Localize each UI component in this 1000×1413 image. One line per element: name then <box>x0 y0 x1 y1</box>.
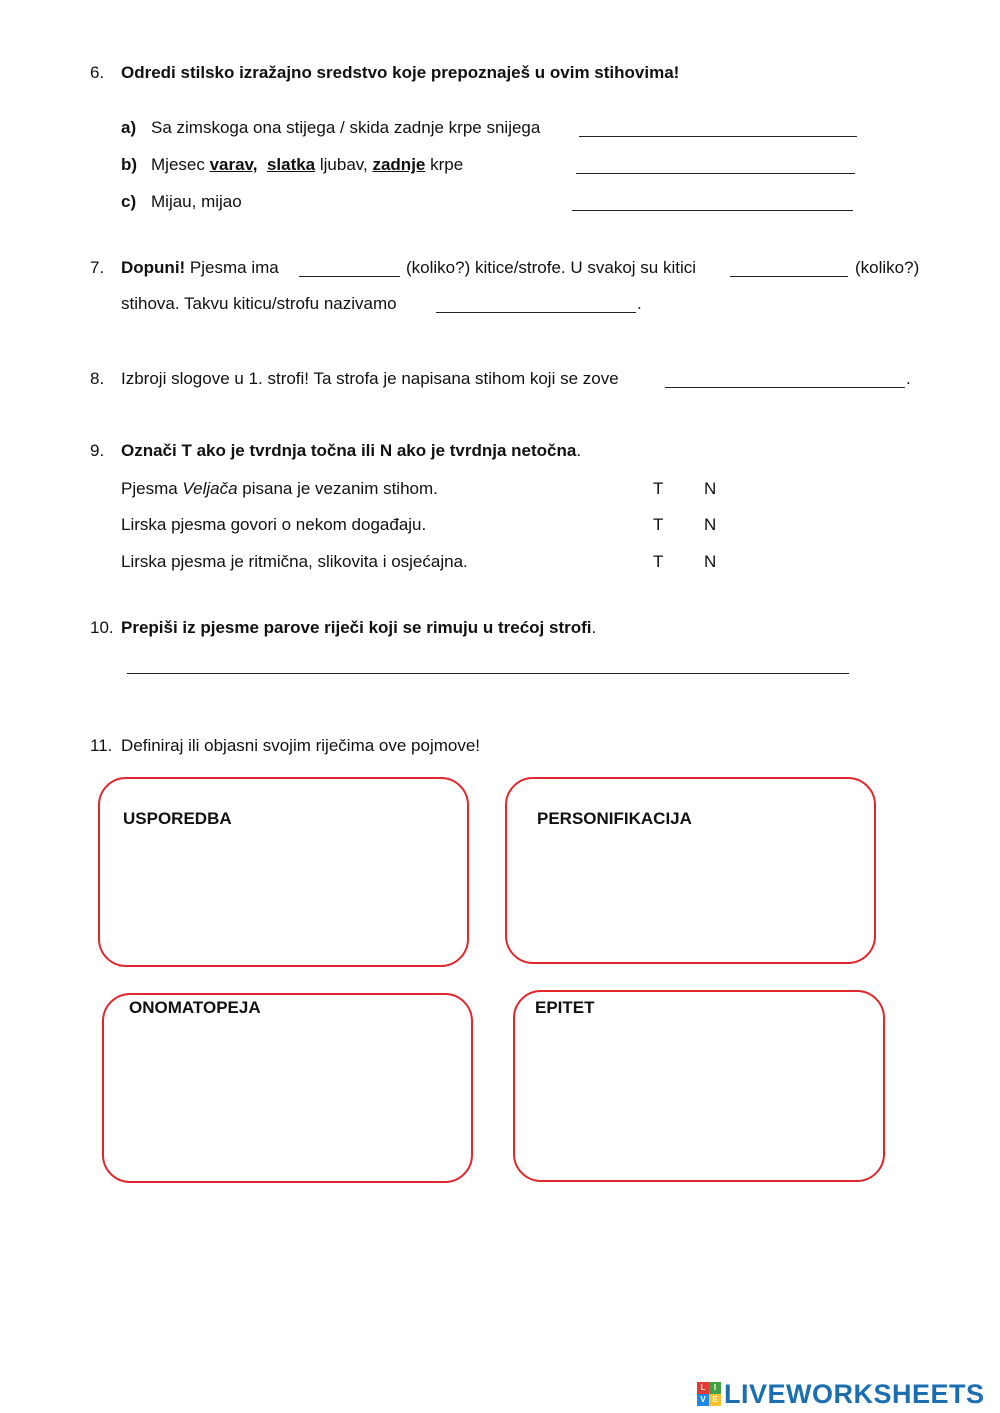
q6-item-b-label: b) <box>121 155 138 174</box>
q7-line1-end: (koliko?) <box>855 258 920 277</box>
onomatopeja-answer-box[interactable] <box>102 993 473 1183</box>
q9-statement-2: Lirska pjesma govori o nekom događaju. <box>121 515 427 534</box>
q6-item-c-label: c) <box>121 192 137 211</box>
q9-1-false-option[interactable]: N <box>704 479 717 498</box>
q7-blank-verses[interactable] <box>730 276 848 277</box>
q9-2-false-option[interactable]: N <box>704 515 717 534</box>
q6-item-a-label: a) <box>121 118 137 137</box>
personifikacija-label: PERSONIFIKACIJA <box>537 809 692 828</box>
q7-line1-mid: (koliko?) kitice/strofe. U svakoj su kitici <box>406 258 697 277</box>
usporedba-label: USPOREDBA <box>123 809 232 828</box>
q8-text: Izbroji slogove u 1. strofi! Ta strofa je napisana stihom koji se zove <box>121 369 619 388</box>
liveworksheets-logo <box>697 1378 985 1410</box>
q6-title: Odredi stilsko izražajno sredstvo koje prepoznaješ u ovim stihovima! <box>121 63 680 82</box>
epitet-answer-box[interactable] <box>513 990 885 1182</box>
q7-line2-text: stihova. Takvu kiticu/strofu nazivamo <box>121 294 397 313</box>
usporedba-answer-box[interactable] <box>98 777 469 967</box>
q7-blank-stanzas[interactable] <box>299 276 400 277</box>
q10-title: Prepiši iz pjesme parove riječi koji se rimuju u trećoj strofi. <box>121 618 597 637</box>
q9-statement-3: Lirska pjesma je ritmična, slikovita i osjećajna. <box>121 552 468 571</box>
liveworksheets-brand: LIVEWORKSHEETS <box>724 1378 985 1409</box>
q9-3-false-option[interactable]: N <box>704 552 717 571</box>
q11-text: Definiraj ili objasni svojim riječima ove pojmove! <box>121 736 481 755</box>
q9-3-true-option[interactable]: T <box>653 552 664 571</box>
onomatopeja-label: ONOMATOPEJA <box>129 998 261 1017</box>
q7-number: 7. <box>90 258 105 277</box>
q6-number: 6. <box>90 63 105 82</box>
personifikacija-answer-box[interactable] <box>505 777 876 964</box>
q7-line2-end: . <box>637 294 642 313</box>
q7-blank-name[interactable] <box>436 312 636 313</box>
q8-end: . <box>906 369 911 388</box>
q8-answer-line[interactable] <box>665 387 905 388</box>
q11-number: 11. <box>90 736 113 755</box>
q10-answer-line[interactable] <box>127 673 849 674</box>
q6-answer-b-line[interactable] <box>576 173 855 174</box>
q6-item-b-text: Mjesec varav, slatka ljubav, zadnje krpe <box>151 155 464 174</box>
q6-answer-a-line[interactable] <box>579 136 857 137</box>
q9-number: 9. <box>90 441 105 460</box>
q8-number: 8. <box>90 369 105 388</box>
q9-2-true-option[interactable]: T <box>653 515 664 534</box>
q7-line1-start: Dopuni! Pjesma ima <box>121 258 279 277</box>
q6-item-a-text: Sa zimskoga ona stijega / skida zadnje krpe snijega <box>151 118 541 137</box>
q10-number: 10. <box>90 618 114 637</box>
q6-item-c-text: Mijau, mijao <box>151 192 242 211</box>
q9-1-true-option[interactable]: T <box>653 479 664 498</box>
liveworksheets-icon: L I V E <box>697 1382 721 1406</box>
q9-statement-1: Pjesma Veljača pisana je vezanim stihom. <box>121 479 438 498</box>
epitet-label: EPITET <box>535 998 595 1017</box>
q9-title: Označi T ako je tvrdnja točna ili N ako je tvrdnja netočna. <box>121 441 582 460</box>
q6-answer-c-line[interactable] <box>572 210 853 211</box>
